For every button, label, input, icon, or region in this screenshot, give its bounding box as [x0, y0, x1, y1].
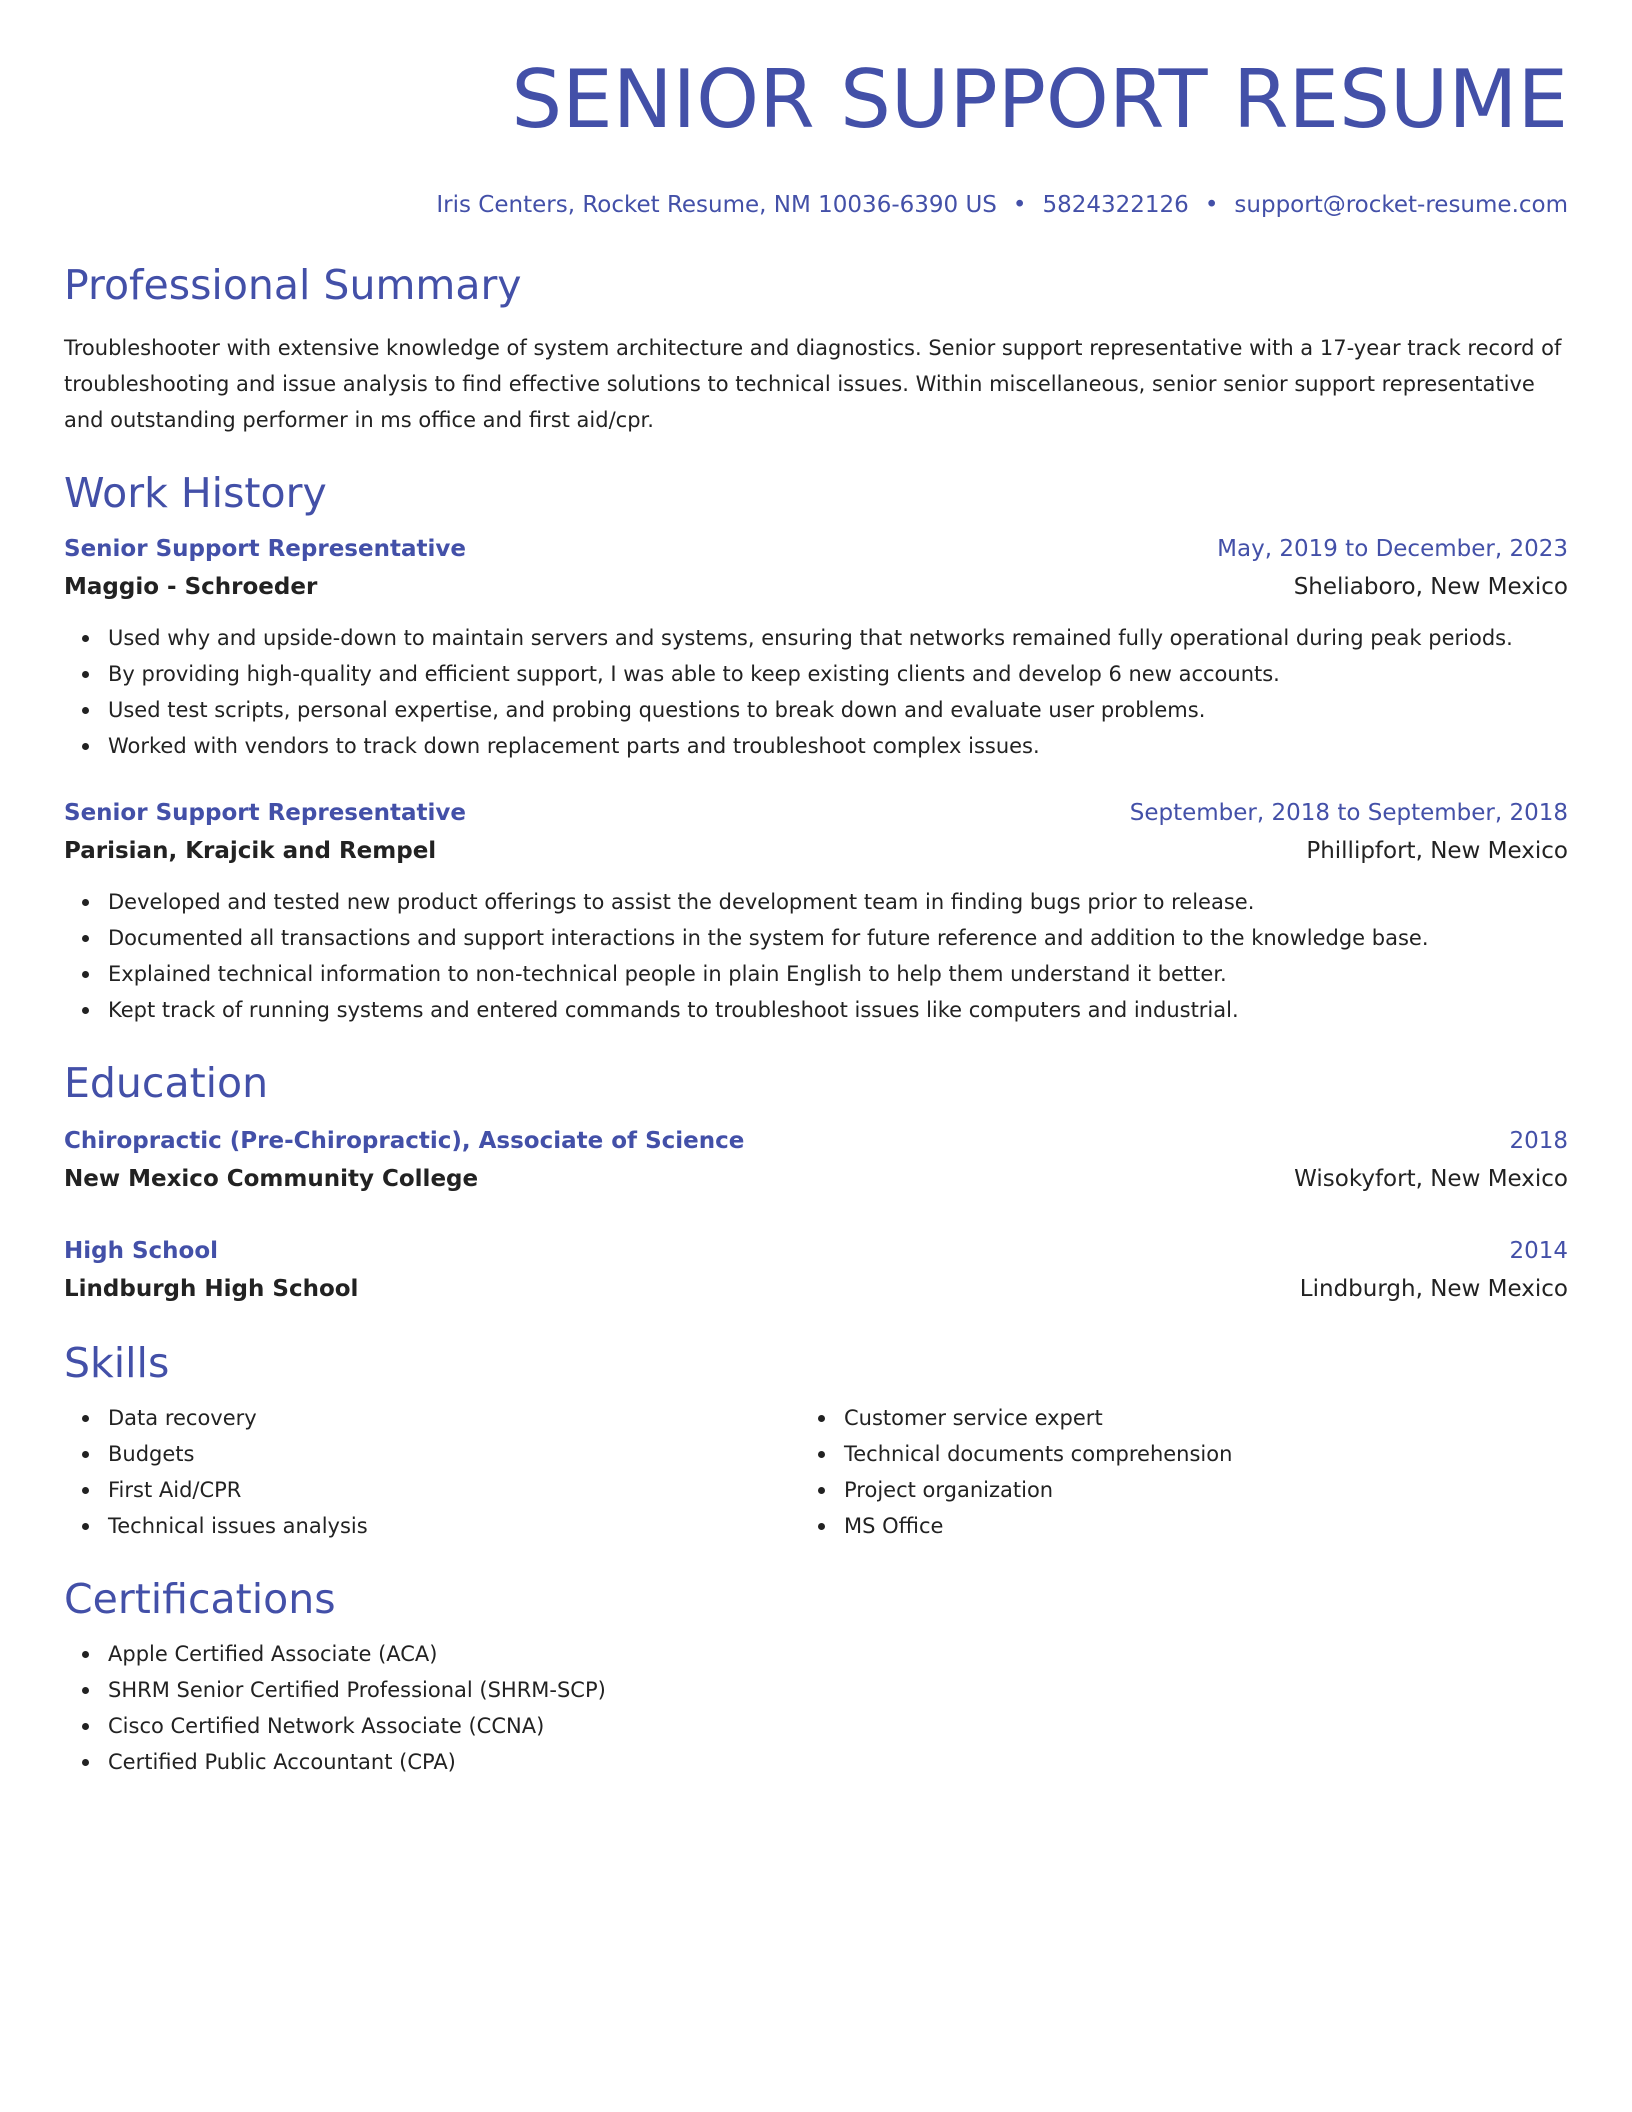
skill-item: Budgets — [108, 1436, 800, 1472]
summary-section — [64, 260, 1568, 438]
degree-year: 2018 — [1509, 1128, 1568, 1154]
degree-title: Chiropractic (Pre-Chiropractic), Associate of Science — [64, 1128, 745, 1154]
skill-item: MS Office — [844, 1508, 1536, 1544]
skill-item: First Aid/CPR — [108, 1472, 800, 1508]
certification-item: Apple Certified Associate (ACA) — [108, 1636, 1568, 1672]
job-bullet: Used test scripts, personal expertise, and probing questions to break down and evaluate user problems. — [108, 692, 1568, 728]
school-row — [64, 1160, 1568, 1198]
education-heading: Education — [64, 1059, 269, 1107]
job-company-row — [64, 568, 1568, 606]
job-entry — [64, 530, 1568, 764]
contact-email: support@rocket-resume.com — [1234, 192, 1568, 218]
skills-column-right — [800, 1400, 1536, 1544]
certification-item: Certified Public Accountant (CPA) — [108, 1744, 1568, 1780]
job-bullet: Kept track of running systems and entered commands to troubleshoot issues like computers and industrial. — [108, 992, 1568, 1028]
certifications-list — [64, 1636, 1568, 1780]
job-entry — [64, 794, 1568, 1028]
skill-item: Technical issues analysis — [108, 1508, 800, 1544]
job-location: Sheliaboro, New Mexico — [1293, 574, 1568, 600]
resume-header — [64, 52, 1568, 220]
job-bullet: Documented all transactions and support interactions in the system for future reference and addition to the knowledge base. — [108, 920, 1568, 956]
job-company: Maggio - Schroeder — [64, 574, 318, 600]
skills-column-left — [64, 1400, 800, 1544]
certification-item: Cisco Certified Network Associate (CCNA) — [108, 1708, 1568, 1744]
degree-year: 2014 — [1509, 1238, 1568, 1264]
certifications-heading: Certifications — [64, 1575, 336, 1623]
contact-line — [64, 190, 1568, 220]
education-entry — [64, 1232, 1568, 1308]
skills-heading: Skills — [64, 1339, 170, 1387]
school-location: Lindburgh, New Mexico — [1299, 1276, 1568, 1302]
job-bullet: Used why and upside-down to maintain servers and systems, ensuring that networks remained fully operational during peak periods. — [108, 620, 1568, 656]
skills-section — [64, 1338, 1568, 1544]
contact-address: Iris Centers, Rocket Resume, NM 10036-6390 US — [436, 192, 997, 218]
certifications-section — [64, 1574, 1568, 1780]
skill-item: Project organization — [844, 1472, 1536, 1508]
job-title: Senior Support Representative — [64, 536, 466, 562]
job-list — [64, 530, 1568, 1028]
skills-grid — [64, 1400, 1568, 1544]
school-row — [64, 1270, 1568, 1308]
skill-item: Customer service expert — [844, 1400, 1536, 1436]
education-list — [64, 1122, 1568, 1308]
degree-title: High School — [64, 1238, 219, 1264]
school-location: Wisokyfort, New Mexico — [1294, 1166, 1568, 1192]
contact-separator: • — [1012, 192, 1027, 218]
skills-list — [64, 1400, 800, 1544]
contact-separator: • — [1204, 192, 1219, 218]
education-section — [64, 1058, 1568, 1308]
school-name: New Mexico Community College — [64, 1166, 479, 1192]
job-company: Parisian, Krajcik and Rempel — [64, 838, 437, 864]
skills-list — [800, 1400, 1536, 1544]
job-title: Senior Support Representative — [64, 800, 466, 826]
skill-item: Data recovery — [108, 1400, 800, 1436]
job-company-row — [64, 832, 1568, 870]
degree-row — [64, 1122, 1568, 1160]
job-title-row — [64, 794, 1568, 832]
work-history-section — [64, 468, 1568, 1028]
job-bullet: Explained technical information to non-technical people in plain English to help them understand it better. — [108, 956, 1568, 992]
job-dates: May, 2019 to December, 2023 — [1217, 536, 1568, 562]
degree-row — [64, 1232, 1568, 1270]
job-bullet: By providing high-quality and efficient support, I was able to keep existing clients and develop 6 new accounts. — [108, 656, 1568, 692]
job-bullet: Worked with vendors to track down replacement parts and troubleshoot complex issues. — [108, 728, 1568, 764]
school-name: Lindburgh High School — [64, 1276, 359, 1302]
summary-text: Troubleshooter with extensive knowledge of system architecture and diagnostics. Senior support representative with a 17-year track record of troubleshooting and issue analysis to find effective solutions to technical issues. Within miscellaneous, senior senior support representative and outstanding performer in ms office and first aid/cpr. — [64, 336, 1562, 432]
contact-phone: 5824322126 — [1042, 192, 1189, 218]
education-entry — [64, 1122, 1568, 1198]
summary-heading: Professional Summary — [64, 261, 522, 309]
resume-title: SENIOR SUPPORT RESUME — [511, 53, 1568, 146]
job-bullets — [64, 620, 1568, 764]
skill-item: Technical documents comprehension — [844, 1436, 1536, 1472]
job-title-row — [64, 530, 1568, 568]
job-location: Phillipfort, New Mexico — [1306, 838, 1568, 864]
job-bullets — [64, 884, 1568, 1028]
work-history-heading: Work History — [64, 469, 327, 517]
job-bullet: Developed and tested new product offerings to assist the development team in finding bugs prior to release. — [108, 884, 1568, 920]
certification-item: SHRM Senior Certified Professional (SHRM-SCP) — [108, 1672, 1568, 1708]
job-dates: September, 2018 to September, 2018 — [1129, 800, 1568, 826]
